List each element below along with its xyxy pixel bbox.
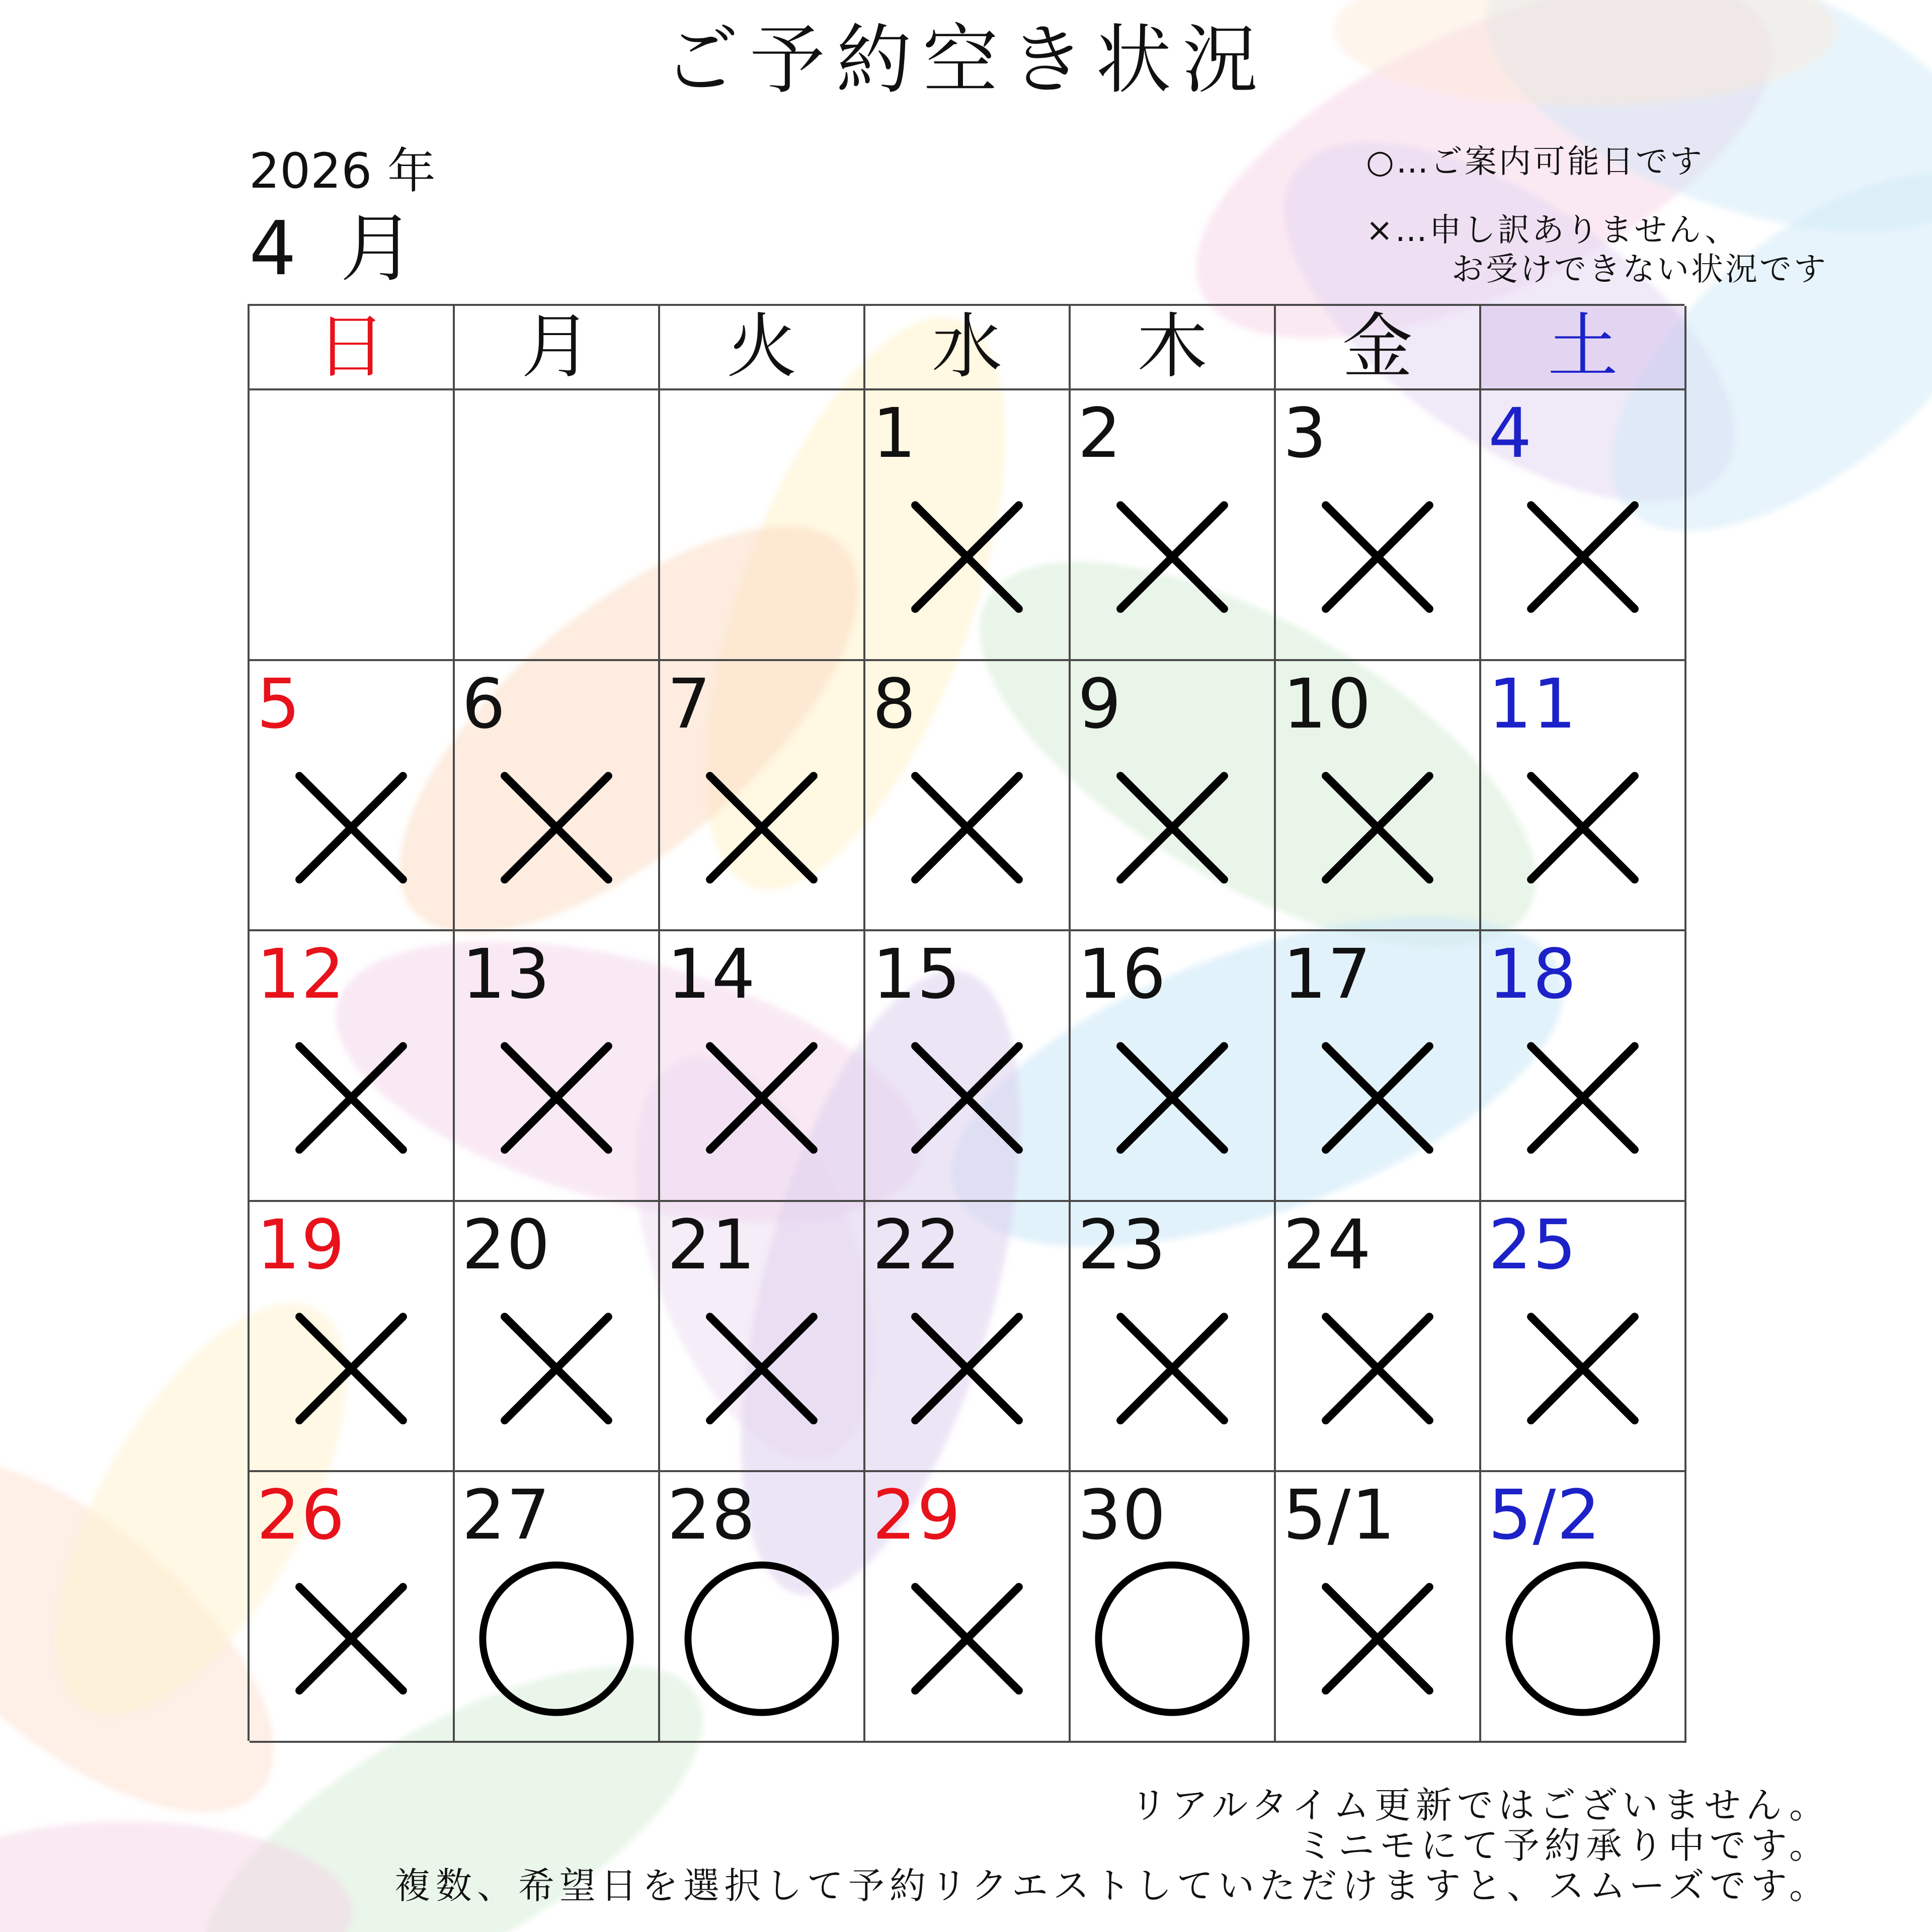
circle-mark-icon (1071, 1472, 1274, 1741)
day-cell (1276, 1202, 1481, 1473)
day-number: 25 (1488, 1205, 1578, 1285)
weekday-header-2: 火 (660, 306, 865, 390)
day-number: 5 (257, 664, 301, 744)
cross-mark-icon (865, 390, 1069, 659)
day-cell (455, 931, 660, 1202)
day-number: 16 (1078, 935, 1167, 1015)
day-number: 4 (1488, 394, 1533, 473)
day-cell (1481, 931, 1686, 1202)
day-cell (455, 661, 660, 932)
day-cell (1071, 661, 1276, 932)
calendar-grid (248, 304, 1684, 1741)
day-number: 21 (667, 1205, 757, 1285)
day-cell (660, 1202, 865, 1473)
day-cell (1481, 1202, 1686, 1473)
day-cell (660, 931, 865, 1202)
day-cell (1276, 661, 1481, 932)
cross-mark-icon (1276, 661, 1479, 930)
page-title: ご予約空き状況 (663, 17, 1269, 104)
day-number: 2 (1078, 394, 1122, 473)
cross-mark-icon (865, 1202, 1069, 1471)
weekday-header-4: 木 (1071, 306, 1276, 390)
day-number: 7 (667, 664, 712, 744)
day-number: 6 (462, 664, 507, 744)
cross-mark-icon (250, 1472, 453, 1741)
day-number: 8 (872, 664, 917, 744)
day-number: 28 (667, 1476, 757, 1556)
day-cell (250, 661, 455, 932)
day-cell (1481, 1472, 1686, 1743)
day-cell (250, 1202, 455, 1473)
day-number: 22 (872, 1205, 962, 1285)
cross-mark-icon (250, 931, 453, 1200)
weekday-header-0: 日 (250, 306, 455, 390)
day-cell (250, 390, 455, 661)
day-number: 17 (1283, 935, 1373, 1015)
day-cell (865, 1202, 1071, 1473)
day-cell (1071, 1472, 1276, 1743)
cross-mark-icon (865, 661, 1069, 930)
day-cell (1276, 931, 1481, 1202)
weekday-header-6: 土 (1481, 306, 1686, 390)
day-number: 23 (1078, 1205, 1167, 1285)
cross-mark-icon (1481, 390, 1684, 659)
day-number: 15 (872, 935, 962, 1015)
note-multiple-dates: 複数、希望日を選択して予約リクエストしていただけますと、スムーズです。 (394, 1865, 1830, 1907)
cross-mark-icon (660, 661, 863, 930)
day-number: 11 (1488, 664, 1578, 744)
day-number: 29 (872, 1476, 962, 1556)
cross-mark-icon (660, 931, 863, 1200)
day-cell (1481, 390, 1686, 661)
day-number: 20 (462, 1205, 551, 1285)
circle-mark-icon (660, 1472, 863, 1741)
cross-mark-icon (455, 1202, 658, 1471)
day-cell (660, 390, 865, 661)
circle-mark-icon (455, 1472, 658, 1741)
cross-mark-icon (455, 931, 658, 1200)
day-cell (1071, 390, 1276, 661)
cross-mark-icon (250, 661, 453, 930)
day-cell (865, 661, 1071, 932)
day-cell (1071, 931, 1276, 1202)
legend-unavailable-line2: お受けできない状況です (1452, 251, 1828, 288)
cross-mark-icon (865, 931, 1069, 1200)
day-number: 24 (1283, 1205, 1373, 1285)
day-number: 5/2 (1488, 1476, 1601, 1556)
day-number: 3 (1283, 394, 1328, 473)
cross-mark-icon (1071, 931, 1274, 1200)
day-number: 9 (1078, 664, 1122, 744)
day-number: 13 (462, 935, 551, 1015)
note-realtime: リアルタイム更新ではございません。 (1130, 1784, 1830, 1826)
cross-mark-icon (1481, 1202, 1684, 1471)
day-number: 26 (257, 1476, 346, 1556)
day-number: 10 (1283, 664, 1373, 744)
day-cell (865, 1472, 1071, 1743)
day-cell (1276, 1472, 1481, 1743)
cross-mark-icon (1276, 1202, 1479, 1471)
day-number: 1 (872, 394, 917, 473)
cross-mark-icon (250, 1202, 453, 1471)
day-cell (455, 390, 660, 661)
cross-mark-icon (1071, 1202, 1274, 1471)
weekday-header-3: 水 (865, 306, 1071, 390)
day-number: 30 (1078, 1476, 1167, 1556)
cross-mark-icon (1071, 661, 1274, 930)
day-cell (660, 661, 865, 932)
legend-unavailable-line1: ×…申し訳ありません、 (1366, 212, 1739, 249)
day-number: 12 (257, 935, 346, 1015)
day-cell (250, 931, 455, 1202)
note-minimo: ミニモにて予約承り中です。 (1297, 1824, 1830, 1867)
cross-mark-icon (1276, 1472, 1479, 1741)
legend-available: ○…ご案内可能日です (1366, 143, 1704, 181)
weekday-header-5: 金 (1276, 306, 1481, 390)
cross-mark-icon (1276, 931, 1479, 1200)
day-cell (1276, 390, 1481, 661)
day-cell (1481, 661, 1686, 932)
circle-mark-icon (1481, 1472, 1684, 1741)
day-cell (660, 1472, 865, 1743)
day-cell (1071, 1202, 1276, 1473)
day-number: 19 (257, 1205, 346, 1285)
cross-mark-icon (1481, 661, 1684, 930)
day-cell (455, 1202, 660, 1473)
cross-mark-icon (865, 1472, 1069, 1741)
cross-mark-icon (455, 661, 658, 930)
day-number: 5/1 (1283, 1476, 1396, 1556)
day-cell (865, 931, 1071, 1202)
cross-mark-icon (660, 1202, 863, 1471)
day-number: 18 (1488, 935, 1578, 1015)
weekday-header-1: 月 (455, 306, 660, 390)
day-cell (250, 1472, 455, 1743)
year-label: 2026 年 (249, 143, 436, 199)
day-cell (455, 1472, 660, 1743)
month-label: 4 月 (249, 205, 425, 292)
cross-mark-icon (1071, 390, 1274, 659)
day-cell (865, 390, 1071, 661)
cross-mark-icon (1481, 931, 1684, 1200)
day-number: 14 (667, 935, 757, 1015)
day-number: 27 (462, 1476, 551, 1556)
cross-mark-icon (1276, 390, 1479, 659)
